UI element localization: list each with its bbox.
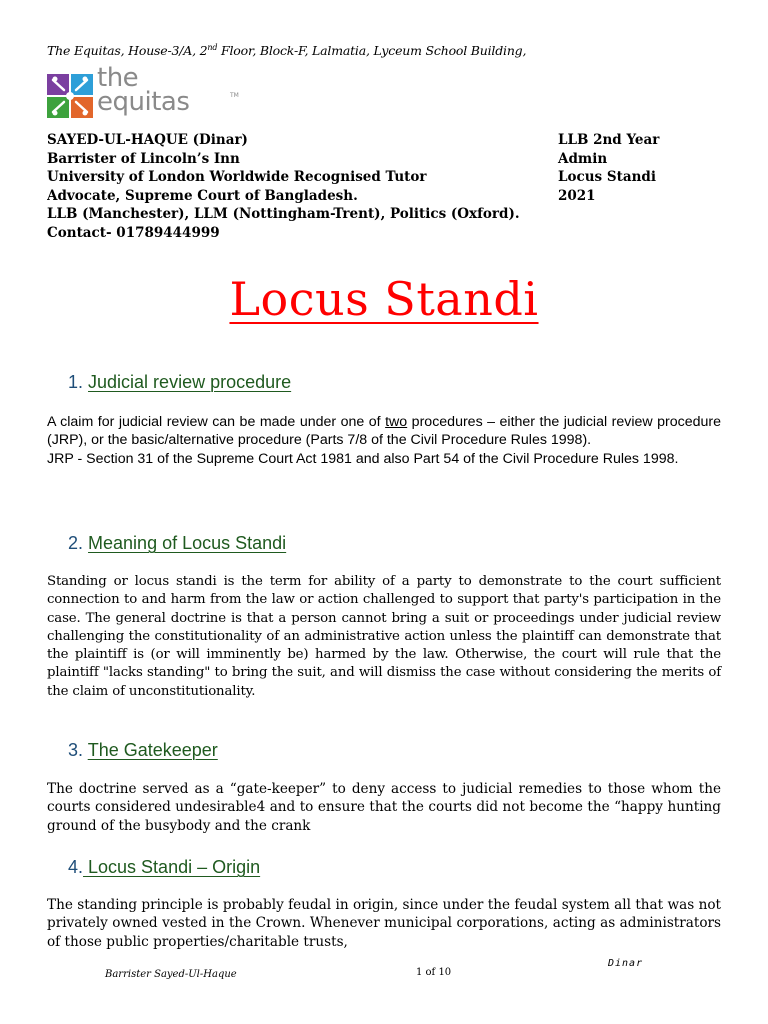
course-date: 2021 [558,187,596,204]
section-1-paragraph: A claim for judicial review can be made under one of two procedures – either the judicial review procedure (JRP), or the basic/alternative procedure (Parts 7/8 of the Civil Procedure Rules 1998). JRP - Section 31 of the Supreme Court Act 1981 and also Part 54 of the Civil Procedure Rules 1998. [47,414,721,467]
author-credential: Advocate, Supreme Court of Bangladesh. [47,187,358,204]
author-degrees: LLB (Manchester), LLM (Nottingham-Trent), Politics (Oxford). [47,206,520,222]
author-name: SAYED-UL-HAQUE (Dinar) [47,132,248,148]
author-credential: University of London Worldwide Recognised Tutor [47,169,427,185]
equitas-logo [47,63,247,122]
letterhead-address: The Equitas, House-3/A, 2nd Floor, Block-F, Lalmatia, Lyceum School Building, [47,43,527,59]
section-4-paragraph: The standing principle is probably feudal in origin, since under the feudal system all that was not privately owned vested in the Crown. Whenever municipal corporations, acting as administrators of those public properties/charitable trusts, [47,897,721,950]
author-contact: Contact- 01789444999 [47,224,220,241]
footer-author: Barrister Sayed-Ul-Haque [105,969,237,980]
section-heading-1: 1. Judicial review procedure [68,372,292,392]
footer-signature: Dinar [608,958,644,969]
section-heading-4: 4. Locus Standi – Origin [68,857,261,877]
jrp-paragraph: JRP - Section 31 of the Supreme Court Act 1981 and also Part 54 of the Civil Procedure Rules 1998. [47,450,679,467]
logo-trademark: TM [230,92,239,99]
page-number: 1 of 10 [416,967,452,978]
document-title: Locus Standi [229,272,539,326]
logo-mark-icon [47,74,93,118]
underlined-word: two [385,414,408,430]
author-credential: Barrister of Lincoln’s Inn [47,150,240,167]
section-heading-2: 2. Meaning of Locus Standi [68,533,287,553]
logo-text-equitas: equitas [97,87,190,117]
course-year: LLB 2nd Year [558,132,660,148]
course-topic: Locus Standi [558,169,656,185]
section-2-paragraph: Standing or locus standi is the term for ability of a party to demonstrate to the court sufficient connection to and harm from the law or action challenged to support that party's participation in the case. The general doctrine is that a person cannot bring a suit or proceedings under judicial review challenging the constitutionality of an administrative action unless the plaintiff can demonstrate that the plaintiff is (or will imminently be) harmed by the law. Otherwise, the court will rule that the plaintiff "lacks standing" to bring the suit, and will dismiss the case without considering the merits of the claim of unconstitutionality. [47,574,721,699]
author-header [47,131,727,242]
section-3-paragraph: The doctrine served as a “gate-keeper” to deny access to judicial remedies to those whom the courts considered undesirable4 and to ensure that the courts did not become the “happy hunting ground of the busybody and the crank [47,781,721,834]
logo-text-the: the [97,63,139,93]
course-subject: Admin [558,150,608,167]
section-heading-3: 3. The Gatekeeper [68,740,218,760]
